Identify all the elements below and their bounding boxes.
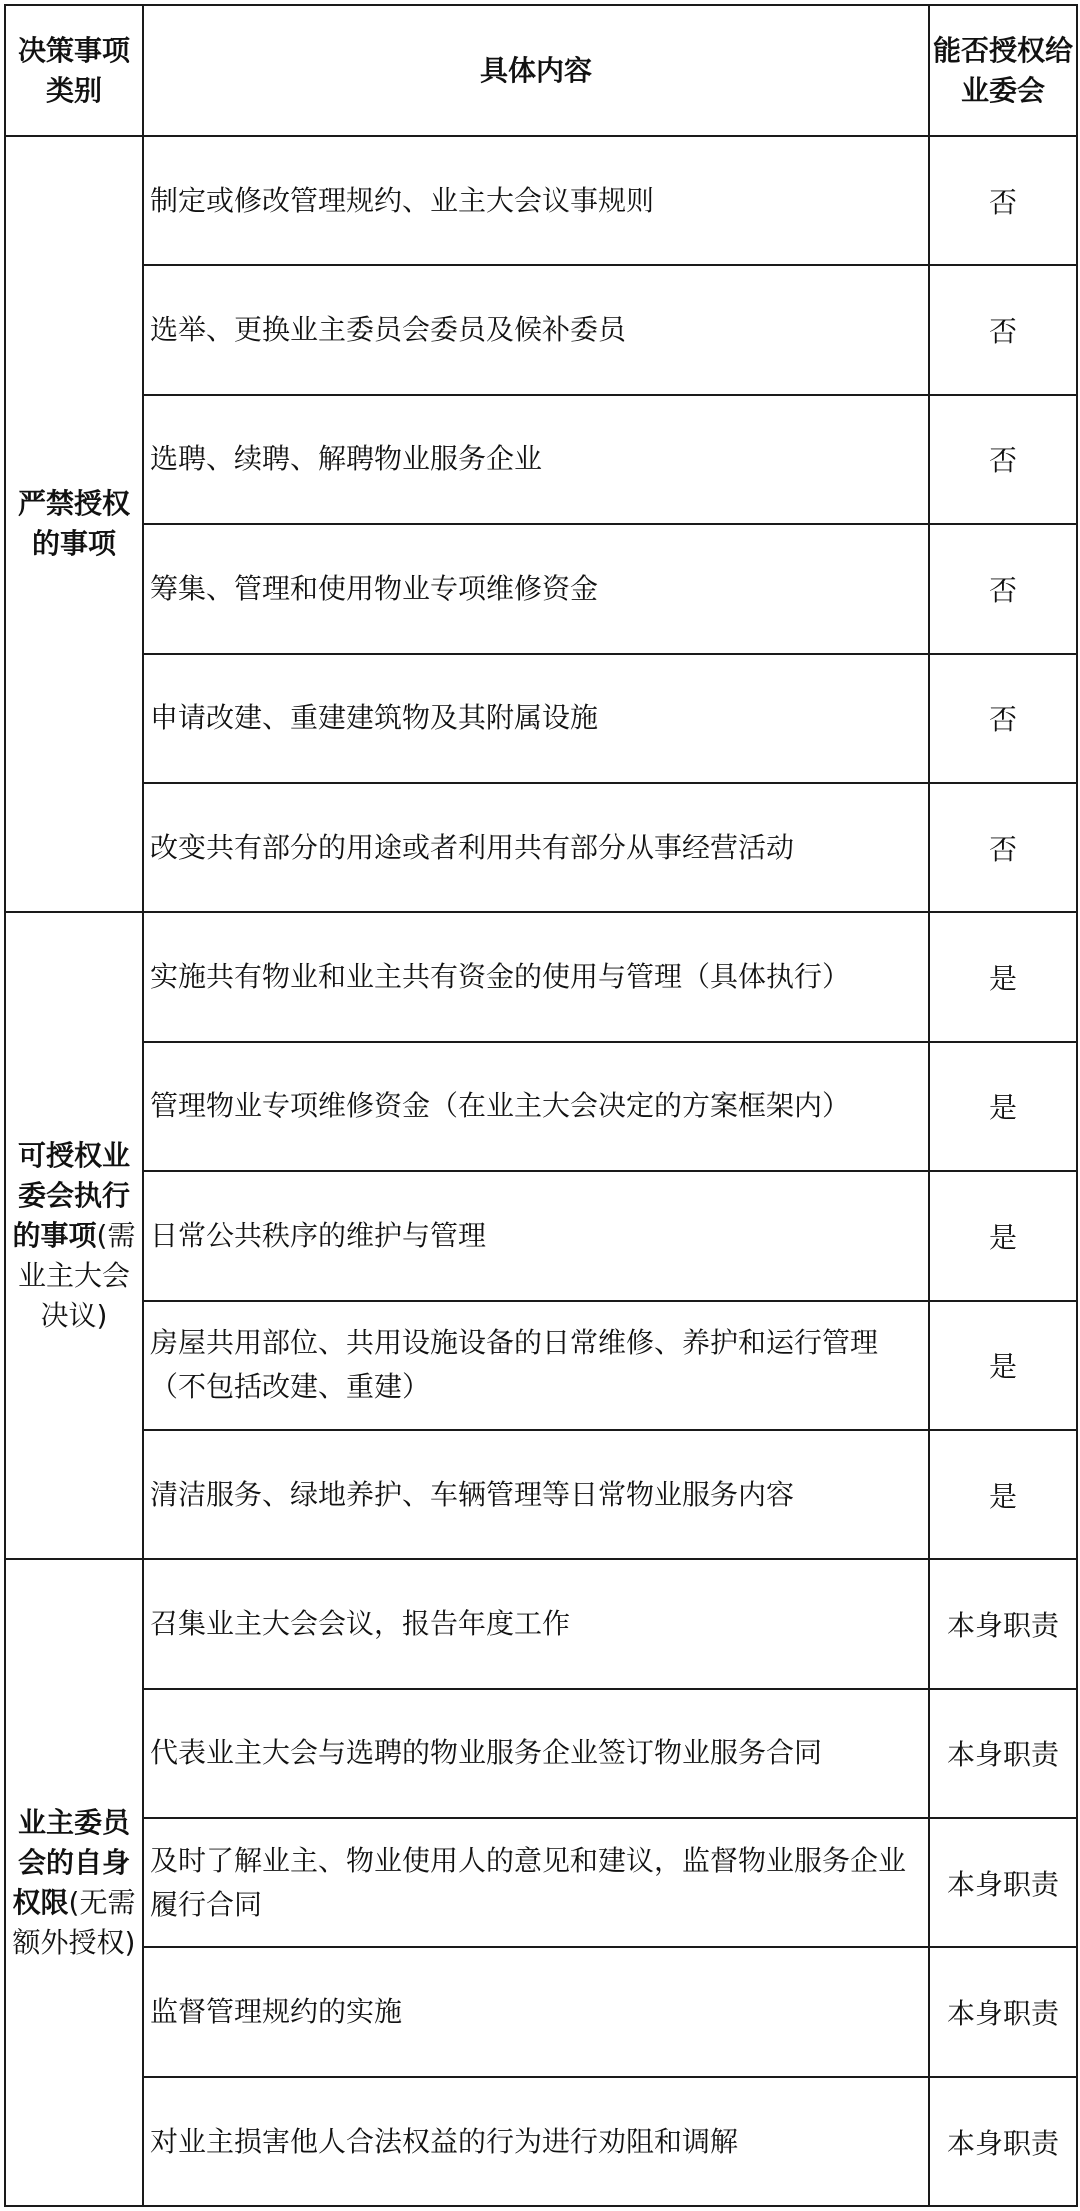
table-header-row — [5, 5, 1077, 136]
content-cell: 召集业主大会会议，报告年度工作 — [143, 1559, 929, 1688]
table-row — [5, 1042, 1077, 1171]
table-row — [5, 395, 1077, 524]
content-cell: 清洁服务、绿地养护、车辆管理等日常物业服务内容 — [143, 1430, 929, 1559]
content-cell: 选聘、续聘、解聘物业服务企业 — [143, 395, 929, 524]
authorization-table — [4, 4, 1078, 2207]
authorize-cell: 是 — [929, 1430, 1077, 1559]
header-authorize: 能否授权给业委会 — [929, 5, 1077, 136]
category-title: 业主委员会的自身权限 — [12, 1805, 130, 1919]
authorize-cell: 否 — [929, 265, 1077, 394]
content-cell: 改变共有部分的用途或者利用共有部分从事经营活动 — [143, 783, 929, 912]
authorize-cell: 是 — [929, 1042, 1077, 1171]
category-note: (需业主大会决议) — [17, 1218, 136, 1332]
category-title: 严禁授权的事项 — [17, 487, 130, 561]
authorize-cell: 否 — [929, 395, 1077, 524]
table-row — [5, 1559, 1077, 1688]
content-cell: 代表业主大会与选聘的物业服务企业签订物业服务合同 — [143, 1689, 929, 1818]
table-row — [5, 1171, 1077, 1300]
category-cell — [5, 912, 143, 1559]
authorize-cell: 是 — [929, 1301, 1077, 1430]
authorize-cell: 否 — [929, 136, 1077, 265]
authorize-cell: 本身职责 — [929, 2077, 1077, 2206]
table-row — [5, 524, 1077, 653]
content-cell: 房屋共用部位、共用设施设备的日常维修、养护和运行管理（不包括改建、重建） — [143, 1301, 929, 1430]
category-note: (无需额外授权) — [12, 1885, 136, 1959]
table-row — [5, 265, 1077, 394]
authorize-cell: 否 — [929, 654, 1077, 783]
content-cell: 及时了解业主、物业使用人的意见和建议，监督物业服务企业履行合同 — [143, 1818, 929, 1947]
content-cell: 制定或修改管理规约、业主大会议事规则 — [143, 136, 929, 265]
content-cell: 选举、更换业主委员会委员及候补委员 — [143, 265, 929, 394]
content-cell: 日常公共秩序的维护与管理 — [143, 1171, 929, 1300]
header-content: 具体内容 — [143, 5, 929, 136]
category-title: 可授权业委会执行的事项 — [12, 1138, 130, 1252]
authorize-cell: 本身职责 — [929, 1689, 1077, 1818]
table-row — [5, 136, 1077, 265]
table-row — [5, 654, 1077, 783]
table-body — [5, 136, 1077, 2206]
table-row — [5, 1818, 1077, 1947]
authorize-cell: 是 — [929, 1171, 1077, 1300]
content-cell: 实施共有物业和业主共有资金的使用与管理（具体执行） — [143, 912, 929, 1041]
category-cell — [5, 1559, 143, 2206]
table-row — [5, 1689, 1077, 1818]
content-cell: 对业主损害他人合法权益的行为进行劝阻和调解 — [143, 2077, 929, 2206]
authorize-cell: 否 — [929, 783, 1077, 912]
header-category: 决策事项类别 — [5, 5, 143, 136]
content-cell: 管理物业专项维修资金（在业主大会决定的方案框架内） — [143, 1042, 929, 1171]
authorize-cell: 是 — [929, 912, 1077, 1041]
table-row — [5, 912, 1077, 1041]
authorize-cell: 本身职责 — [929, 1818, 1077, 1947]
table-row — [5, 1430, 1077, 1559]
table-row — [5, 1947, 1077, 2076]
content-cell: 申请改建、重建建筑物及其附属设施 — [143, 654, 929, 783]
table-row — [5, 2077, 1077, 2206]
table-row — [5, 1301, 1077, 1430]
authorize-cell: 本身职责 — [929, 1559, 1077, 1688]
table-row — [5, 783, 1077, 912]
content-cell: 筹集、管理和使用物业专项维修资金 — [143, 524, 929, 653]
content-cell: 监督管理规约的实施 — [143, 1947, 929, 2076]
category-cell — [5, 136, 143, 912]
authorize-cell: 否 — [929, 524, 1077, 653]
authorize-cell: 本身职责 — [929, 1947, 1077, 2076]
